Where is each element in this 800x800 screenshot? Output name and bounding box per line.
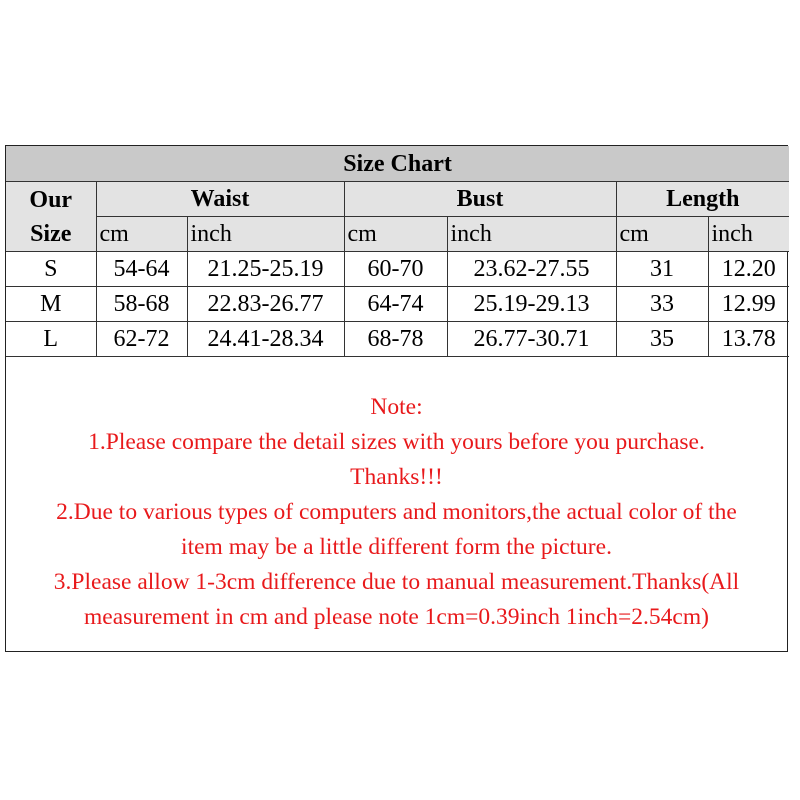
note-line: item may be a little different form the picture.: [181, 534, 612, 560]
unit-cell: cm: [96, 217, 187, 252]
note-heading: Note:: [370, 394, 423, 420]
table-row: [6, 322, 789, 357]
waist-cm-cell: 54-64: [96, 252, 187, 287]
waist-cm-cell: 58-68: [96, 287, 187, 322]
size-chart: [5, 145, 788, 652]
bust-cm-cell: 60-70: [344, 252, 447, 287]
waist-inch-cell: 24.41-28.34: [187, 322, 344, 357]
bust-cm-cell: 64-74: [344, 287, 447, 322]
note-line: 2.Due to various types of computers and monitors,the actual color of the: [56, 499, 737, 525]
length-inch-cell: 12.99: [708, 287, 789, 322]
note-line: 1.Please compare the detail sizes with yours before you purchase.: [88, 429, 705, 455]
chart-title: Size Chart: [6, 146, 789, 182]
table-row: [6, 252, 789, 287]
bust-header: Bust: [344, 182, 616, 217]
waist-header: Waist: [96, 182, 344, 217]
length-cm-cell: 31: [616, 252, 708, 287]
unit-cell: inch: [708, 217, 789, 252]
length-inch-cell: 13.78: [708, 322, 789, 357]
bust-cm-cell: 68-78: [344, 322, 447, 357]
size-cell: S: [6, 252, 96, 287]
unit-cell: cm: [344, 217, 447, 252]
bust-inch-cell: 26.77-30.71: [447, 322, 616, 357]
size-header-line2: Size: [30, 220, 72, 247]
length-cm-cell: 35: [616, 322, 708, 357]
size-header-line1: Our: [29, 186, 73, 213]
bust-inch-cell: 23.62-27.55: [447, 252, 616, 287]
size-cell: L: [6, 322, 96, 357]
unit-cell: inch: [447, 217, 616, 252]
length-cm-cell: 33: [616, 287, 708, 322]
unit-cell: cm: [616, 217, 708, 252]
length-inch-cell: 12.20: [708, 252, 789, 287]
size-cell: M: [6, 287, 96, 322]
bust-inch-cell: 25.19-29.13: [447, 287, 616, 322]
note-line: measurement in cm and please note 1cm=0.39inch 1inch=2.54cm): [84, 604, 709, 630]
waist-inch-cell: 21.25-25.19: [187, 252, 344, 287]
unit-cell: inch: [187, 217, 344, 252]
note-line: Thanks!!!: [350, 464, 443, 490]
notes-section: [6, 357, 787, 635]
size-table: [6, 146, 789, 357]
note-line: 3.Please allow 1-3cm difference due to manual measurement.Thanks(All: [53, 569, 740, 595]
size-column-header: [6, 182, 96, 252]
table-row: [6, 287, 789, 322]
length-header: Length: [616, 182, 789, 217]
waist-inch-cell: 22.83-26.77: [187, 287, 344, 322]
waist-cm-cell: 62-72: [96, 322, 187, 357]
